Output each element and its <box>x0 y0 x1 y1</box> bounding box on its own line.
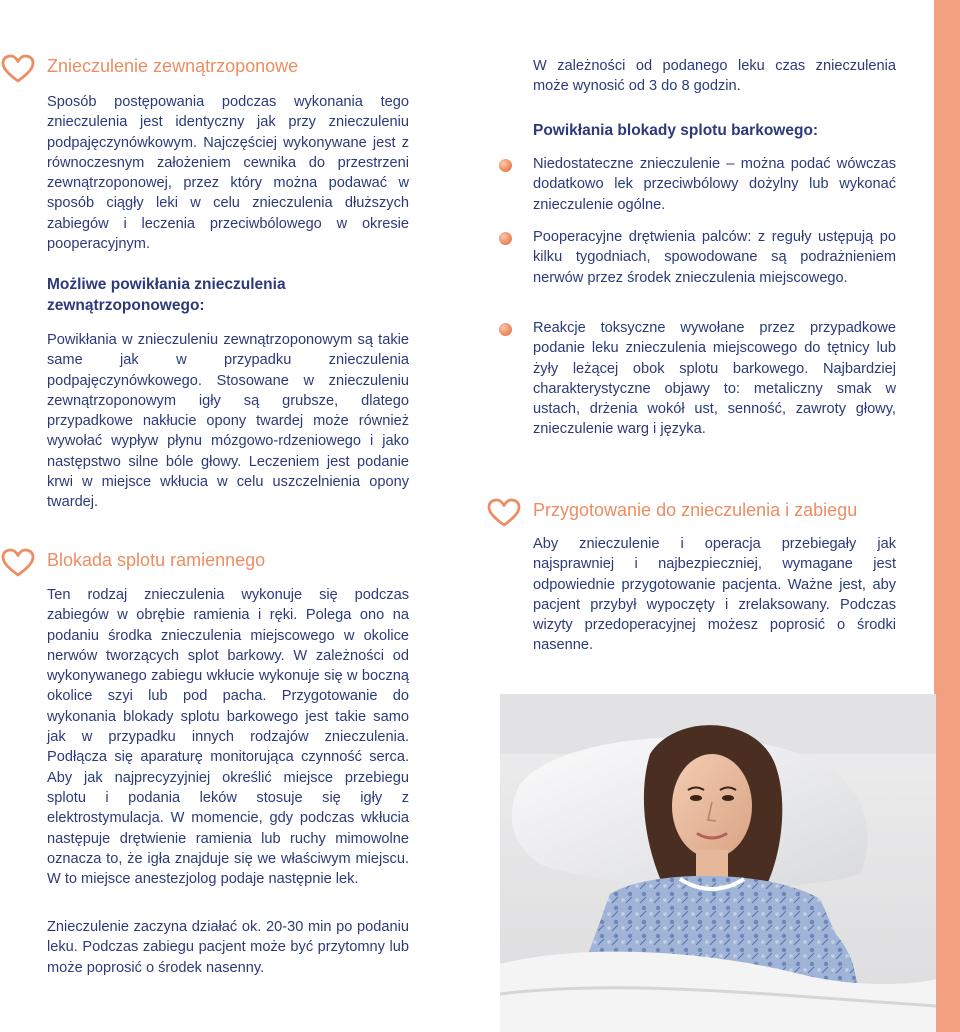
heart-icon <box>487 498 521 528</box>
decorative-side-bar <box>934 0 960 1032</box>
epidural-complications-subtitle: Możliwe powikłania znieczulenia zewnątrzoponowego: <box>47 276 286 314</box>
brachial-description-paragraph: Ten rodzaj znieczulenia wykonuje się podczas zabiegów w obrębie ramienia i ręki. Polega ono na podaniu środka znieczulenia miejscowego w okolice nerwów tworzących splot barkowy. W zależności od wykonywanego zabiegu wkłucie wykonuje się w boczną okolice szyi lub pod pacha. Przygotowanie do wykonania blokady splotu barkowego jest takie samo jak w przypadku innych rodzajów znieczulenia. Podłącza się aparaturę monitorująca czynność serca. Aby jak najprecyzyjniej określić miejsce przebiegu splotu i podania leków stosuje się igły z elektrostymulacja. W momencie, gdy podczas wkłucia następuje drętwienie ramienia lub ruchy mimowolne oznacza to, że igła znajduje się we właściwym miejscu. W to miejsce anestezjolog podaje następnie lek. <box>47 587 409 888</box>
section-title-preparation: Przygotowanie do znieczulenia i zabiegu <box>533 500 858 520</box>
section-title-brachial: Blokada splotu ramiennego <box>47 550 266 570</box>
brachial-complications-subtitle: Powikłania blokady splotu barkowego: <box>533 122 819 139</box>
heart-icon <box>1 54 35 84</box>
brachial-duration-paragraph: W zależności od podanego leku czas znieczulenia może wynosić od 3 do 8 godzin. <box>533 58 896 95</box>
preparation-paragraph: Aby znieczulenie i operacja przebiegały jak najsprawniej i najbezpieczniej, wymagane jest odpowiednie przygotowanie pacjenta. Ważne jest, aby pacjent przybył wypoczęty i zrelaksowany. Podczas wizyty przedoperacyjnej możesz poprosić o środki nasenne. <box>533 536 896 654</box>
bullet-dot-icon <box>499 232 512 245</box>
bullet-dot-icon <box>499 159 512 172</box>
heart-icon <box>1 548 35 578</box>
epidural-complications-paragraph: Powikłania w znieczuleniu zewnątrzoponowym są takie same jak w przypadku znieczulenia podpajęczynówkowego. Stosowane w znieczuleniu zewnątrzoponowym igły są grubsze, dlatego przypadkowe nakłucie opony twardej może również wywołać wypływ płynu mózgowo-rdzeniowego i jako następstwo silne bóle głowy. Leczeniem jest podanie krwi w miejsce wkłucia w celu uszczelnienia opony twardej. <box>47 332 409 511</box>
brachial-onset-paragraph: Znieczulenie zaczyna działać ok. 20-30 min po podaniu leku. Podczas zabiegu pacjent może być przytomny lub może poprosić o środek nasenny. <box>47 919 409 976</box>
patient-in-bed-photo <box>500 694 936 1032</box>
bullet-dot-icon <box>499 323 512 336</box>
complication-list-item: Niedostateczne znieczulenie – można podać wówczas dodatkowo lek przeciwbólowy dożylny lub wykonać znieczulenie ogólne. <box>533 156 896 213</box>
section-title-epidural: Znieczulenie zewnątrzoponowe <box>47 56 299 76</box>
patient-illustration <box>500 694 936 1032</box>
complication-list-item: Reakcje toksyczne wywołane przez przypadkowe podanie leku znieczulenia miejscowego do tętnicy lub żyły leżącej obok splotu barkowego. Najbardziej charakterystyczne objawy to: metaliczny smak w ustach, drżenia wokół ust, senność, zawroty głowy, znieczulenie warg i języka. <box>533 320 896 438</box>
epidural-intro-paragraph: Sposób postępowania podczas wykonania tego znieczulenia jest identyczny jak przy znieczuleniu podpajęczynówkowym. Najczęściej wykonywane jest z równoczesnym założeniem cewnika do przestrzeni zewnątrzoponowej, przez który można podawać w sposób ciągły leki w celu znieczulenia dłuższych zabiegów i leczenia przeciwbólowego w okresie pooperacyjnym. <box>47 94 409 253</box>
complication-list-item: Pooperacyjne drętwienia palców: z reguły ustępują po kilku tygodniach, spowodowane są podrażnieniem nerwów przez środek znieczulenia miejscowego. <box>533 229 896 286</box>
